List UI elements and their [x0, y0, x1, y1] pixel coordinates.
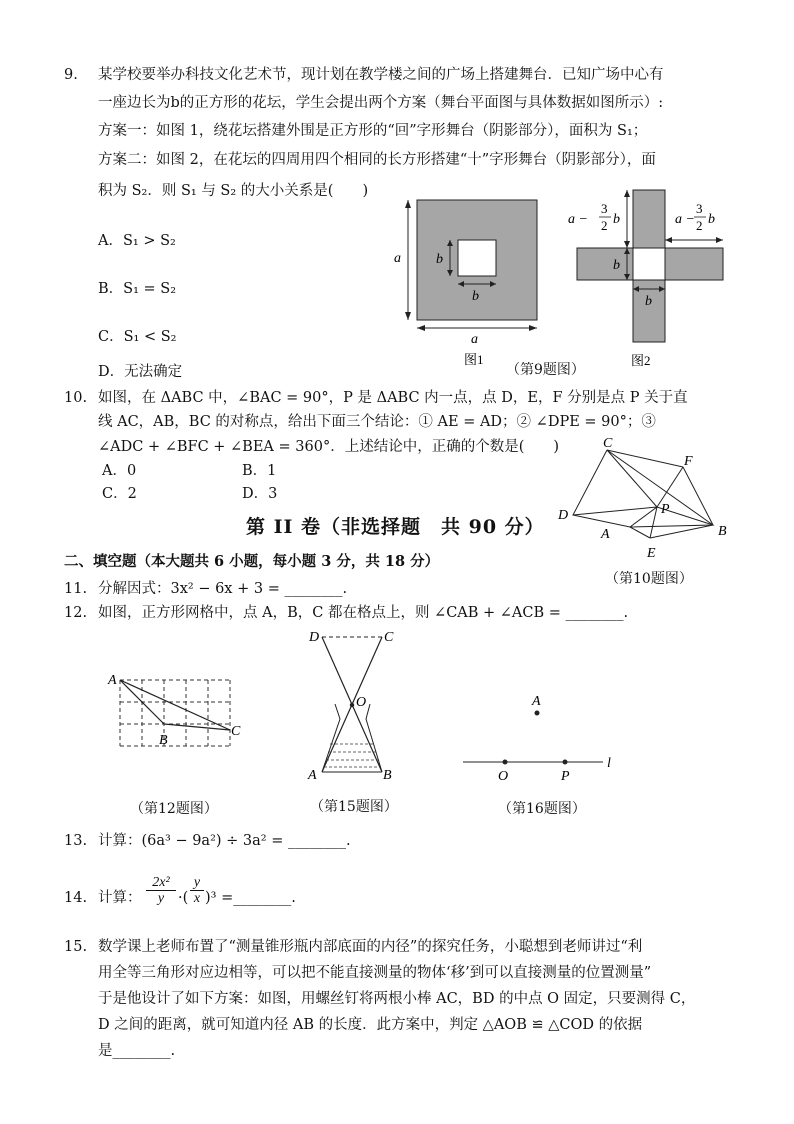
svg-text:2: 2 [601, 218, 608, 233]
q14-suffix: )³ =________. [205, 890, 296, 906]
svg-text:3: 3 [696, 201, 703, 216]
q10-option-a: A．0 [102, 463, 137, 479]
q11-text: 分解因式：3x² − 6x + 3 = ________. [98, 581, 348, 597]
q9-option-c: C．S₁ < S₂ [98, 329, 177, 345]
q9-option-d: D．无法确定 [98, 364, 183, 380]
q16-point-p: P [561, 769, 570, 784]
fig2-flowerbed [633, 248, 665, 280]
q9-figure-2 [565, 185, 735, 370]
q13-text: 计算：(6a³ − 9a²) ÷ 3a² = ________. [98, 833, 351, 849]
q9-line4: 方案二：如图 2，在花坛的四周用四个相同的长方形搭建“十”字形舞台（阴影部分），面 [98, 152, 656, 168]
q14-fraction-2 [190, 875, 204, 907]
q15-figure [300, 624, 410, 789]
q12-point-b: B [159, 733, 168, 748]
q14-frac1-numerator: 2x² [146, 875, 176, 891]
q13-number: 13. [64, 833, 88, 849]
q16-point-o: O [498, 769, 509, 784]
q11-number: 11. [64, 581, 88, 597]
q14-number: 14. [64, 890, 88, 906]
q9-line2: 一座边长为b的正方形的花坛，学生会提出两个方案（舞台平面图与具体数据如图所示）: [98, 95, 664, 111]
q14-frac2-denominator: x [193, 891, 201, 907]
q9-figure-caption: （第9题图） [506, 362, 585, 378]
q10-point-d: D [558, 508, 569, 523]
part2-title: 第 II 卷（非选择题 共 90 分） [246, 516, 545, 538]
fig1-label-a-bottom: a [471, 332, 478, 347]
q10-figure-caption: （第10题图） [605, 571, 693, 587]
fig2-left-arm [577, 248, 633, 280]
q15-line5: 是________. [98, 1043, 176, 1059]
q12-figure [100, 665, 260, 760]
q10-option-c: C．2 [102, 486, 137, 502]
fig1-label-b-bottom: b [472, 289, 479, 304]
q9-option-b: B．S₁ = S₂ [98, 281, 177, 297]
q15-point-c: C [384, 630, 394, 645]
q9-line3: 方案一：如图 1，绕花坛搭建外围是正方形的“回”字形舞台（阴影部分），面积为 S₁； [98, 123, 648, 139]
q10-point-c: C [603, 436, 613, 451]
q14-dot: ·( [178, 890, 189, 906]
fig2-label-left: a − [568, 212, 588, 227]
section2-title: 二、填空题（本大题共 6 小题，每小题 3 分，共 18 分） [64, 553, 440, 570]
q15-line3: 于是他设计了如下方案：如图，用螺丝钉将两根小棒 AC，BD 的中点 O 固定，只要测得 C， [98, 991, 696, 1007]
q10-point-e: E [647, 546, 656, 561]
svg-text:3: 3 [601, 201, 608, 216]
fig2-label-b-bottom: b [645, 294, 652, 309]
fig2-top-arm [633, 190, 665, 248]
fig2-label-b-mid: b [613, 258, 620, 273]
q14-frac2-numerator: y [190, 875, 204, 891]
q9-line1: 某学校要举办科技文化艺术节，现计划在教学楼之间的广场上搭建舞台．已知广场中心有 [98, 67, 664, 83]
q15-figure-caption: （第15题图） [310, 799, 398, 815]
q12-number: 12. [64, 605, 88, 621]
q16-figure [455, 690, 625, 785]
fig1-caption: 图1 [464, 352, 484, 367]
q10-line1: 如图，在 ΔABC 中，∠BAC = 90°，P 是 ΔABC 内一点，点 D，E，F 分别是点 P 关于直 [98, 390, 688, 406]
q10-point-a: A [601, 527, 610, 542]
fig1-label-b-left: b [436, 252, 443, 267]
fig1-label-a-left: a [394, 251, 401, 266]
q15-point-b: B [383, 768, 392, 783]
q9-figure-1 [380, 188, 555, 368]
svg-text:b: b [613, 212, 620, 227]
q15-line1: 数学课上老师布置了“测量锥形瓶内部底面的内径”的探究任务，小聪想到老师讲过“利 [98, 939, 643, 955]
q9-number: 9. [64, 67, 78, 83]
fig2-caption: 图2 [631, 353, 651, 368]
q15-point-a: A [308, 768, 317, 783]
q16-figure-caption: （第16题图） [498, 801, 586, 817]
q14-prefix: 计算： [98, 890, 142, 906]
q12-point-c: C [231, 724, 241, 739]
q9-option-a: A．S₁ > S₂ [98, 233, 176, 249]
q15-line2: 用全等三角形对应边相等，可以把不能直接测量的物体‘移’到可以直接测量的位置测量” [98, 965, 652, 981]
q10-option-b: B．1 [242, 463, 277, 479]
q14-fraction-1 [146, 875, 176, 907]
q14-frac1-denominator: y [157, 891, 165, 907]
q15-point-o: O [356, 695, 367, 710]
q9-line5: 积为 S₂．则 S₁ 与 S₂ 的大小关系是( ) [98, 183, 369, 199]
q15-line4: D 之间的距离，就可知道内径 AB 的长度．此方案中，判定 △AOB ≌ △COD 的依据 [98, 1017, 643, 1033]
fig1-flowerbed [458, 240, 496, 276]
fig2-right-arm [665, 248, 723, 280]
q16-line-l: l [607, 756, 611, 771]
q10-point-f: F [684, 454, 693, 469]
q10-line3: ∠ADC + ∠BFC + ∠BEA = 360°．上述结论中，正确的个数是( ) [98, 439, 560, 455]
q10-figure [555, 435, 745, 565]
q10-number: 10. [64, 390, 88, 406]
q15-point-d: D [309, 630, 320, 645]
q10-point-p: P [661, 502, 670, 517]
q10-line2: 线 AC，AB，BC 的对称点，给出下面三个结论：① AE = AD；② ∠DPE = 90°；③ [98, 414, 656, 430]
q12-text: 如图，正方形网格中，点 A，B，C 都在格点上，则 ∠CAB + ∠ACB = ________. [98, 605, 629, 621]
q12-point-a: A [108, 673, 117, 688]
fig2-label-right: a − [675, 212, 695, 227]
q10-point-b: B [718, 524, 727, 539]
q12-figure-caption: （第12题图） [130, 801, 218, 817]
q15-number: 15. [64, 939, 88, 955]
q10-option-d: D．3 [242, 486, 278, 502]
q16-point-a: A [532, 694, 541, 709]
svg-text:2: 2 [696, 218, 703, 233]
svg-text:b: b [708, 212, 715, 227]
